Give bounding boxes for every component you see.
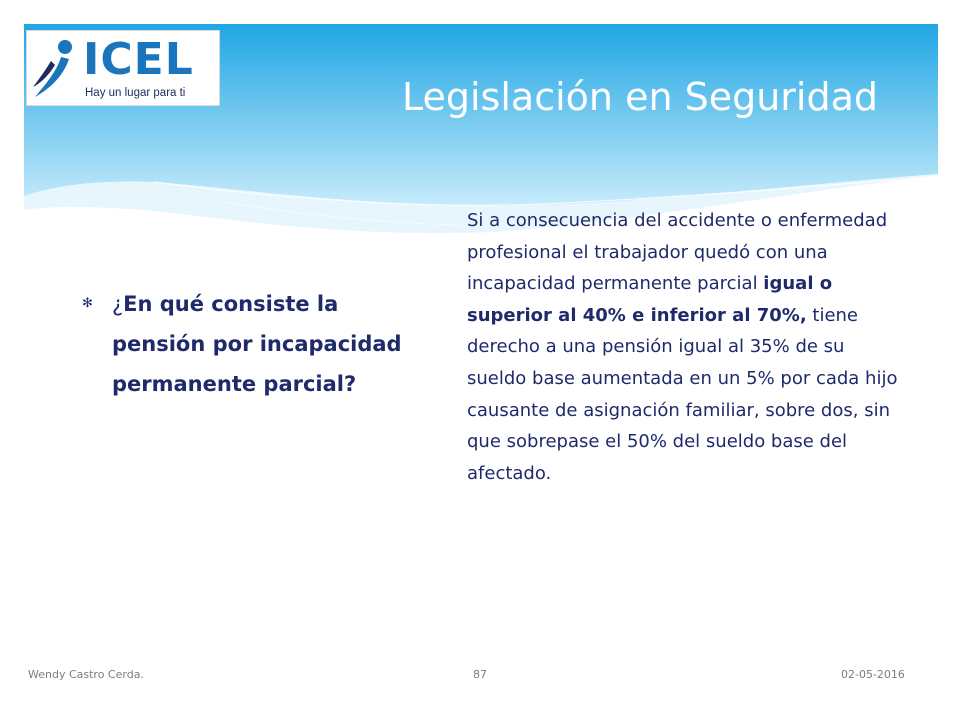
footer-author: Wendy Castro Cerda. (28, 668, 144, 681)
footer-page-number: 87 (473, 668, 487, 681)
person-swoosh-icon (31, 37, 79, 101)
answer-intro: Si a consecuencia del accidente o enfermedad profesional el trabajador quedó con una incapacidad permanente parcial (467, 210, 888, 295)
answer-bold: igual o superior al 40% e inferior al 70%, (467, 273, 833, 326)
logo-tagline: Hay un lugar para ti (85, 87, 186, 99)
asterisk-bullet-icon: ✻ (82, 296, 93, 311)
icel-logo (26, 30, 220, 106)
question-body: En qué consiste la pensión por incapacidad permanente parcial? (112, 292, 402, 396)
answer-rest: tiene derecho a una pensión igual al 35% de su sueldo base aumentada en un 5% por cada hijo causante de asignación familiar, sobre dos, sin que sobrepase el 50% del sueldo base del afectado. (467, 304, 898, 484)
answer-paragraph (467, 205, 907, 489)
slide-title: Legislación en Seguridad (402, 75, 879, 119)
question-text (82, 284, 412, 404)
logo-brand-text: ICEL (83, 34, 194, 85)
question-block (82, 284, 412, 404)
footer-date: 02-05-2016 (841, 668, 905, 681)
question-mark-open: ¿ (112, 292, 124, 316)
